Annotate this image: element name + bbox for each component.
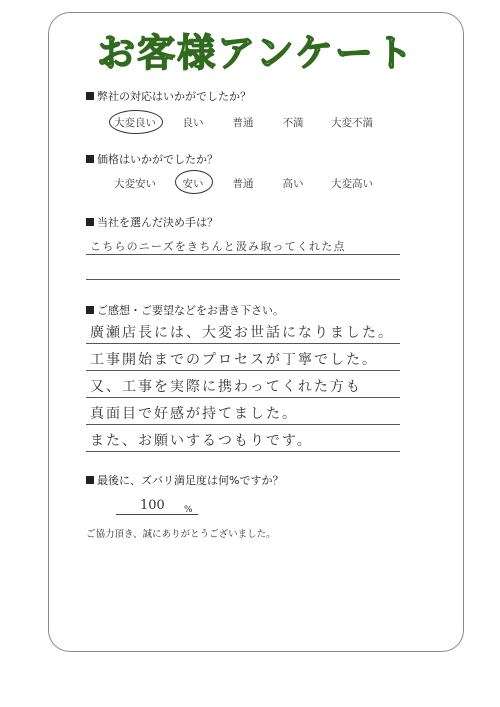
q3-answer: こちらのニーズをきちんと汲み取ってくれた点 bbox=[90, 240, 346, 253]
q4-line-2: 工事開始までのプロセスが丁寧でした。 bbox=[90, 352, 378, 368]
q2-option-2[interactable]: 安い bbox=[182, 178, 204, 190]
q1-option-3[interactable]: 普通 bbox=[232, 117, 254, 129]
q1-option-2[interactable]: 良い bbox=[182, 117, 204, 129]
square-bullet-icon bbox=[86, 218, 94, 226]
q2-option-1[interactable]: 大変安い bbox=[114, 178, 156, 190]
q2-option-5[interactable]: 大変高い bbox=[331, 178, 373, 190]
question-2 bbox=[86, 151, 218, 167]
question-4-label: ご感想・ご要望などをお書き下さい。 bbox=[97, 304, 284, 317]
answer-line bbox=[86, 279, 400, 280]
q4-line-1: 廣瀬店長には、大変お世話になりました。 bbox=[90, 325, 394, 341]
question-3-label: 当社を選んだ決め手は？ bbox=[97, 216, 218, 229]
thank-you-note: ご協力頂き、誠にありがとうございました。 bbox=[86, 529, 276, 540]
question-2-label: 価格はいかがでしたか？ bbox=[97, 153, 218, 166]
q1-option-4[interactable]: 不満 bbox=[282, 117, 304, 129]
answer-line bbox=[86, 254, 400, 255]
question-1-label: 弊社の対応はいかがでしたか？ bbox=[97, 90, 251, 103]
square-bullet-icon bbox=[86, 476, 94, 484]
answer-line bbox=[86, 370, 400, 371]
answer-line bbox=[86, 424, 400, 425]
answer-line bbox=[86, 397, 400, 398]
question-4 bbox=[86, 302, 284, 318]
question-3 bbox=[86, 214, 218, 230]
answer-line bbox=[86, 451, 400, 452]
satisfaction-value: 100 bbox=[140, 498, 165, 513]
q2-option-3[interactable]: 普通 bbox=[232, 178, 254, 190]
square-bullet-icon bbox=[86, 155, 94, 163]
q1-option-1[interactable]: 大変良い bbox=[114, 117, 156, 129]
q4-line-4: 真面目で好感が持てました。 bbox=[90, 406, 298, 422]
percent-unit: % bbox=[184, 505, 193, 515]
survey-title: お客様アンケート bbox=[97, 31, 415, 75]
square-bullet-icon bbox=[86, 92, 94, 100]
question-1 bbox=[86, 88, 251, 104]
answer-line bbox=[86, 343, 400, 344]
q1-option-5[interactable]: 大変不満 bbox=[331, 117, 373, 129]
question-5 bbox=[86, 472, 283, 488]
q2-option-4[interactable]: 高い bbox=[282, 178, 304, 190]
q4-line-5: また、お願いするつもりです。 bbox=[90, 433, 313, 449]
square-bullet-icon bbox=[86, 306, 94, 314]
question-5-label: 最後に、ズバリ満足度は何%ですか？ bbox=[97, 474, 284, 487]
q4-line-3: 又、工事を実際に携わってくれた方も bbox=[90, 379, 362, 395]
